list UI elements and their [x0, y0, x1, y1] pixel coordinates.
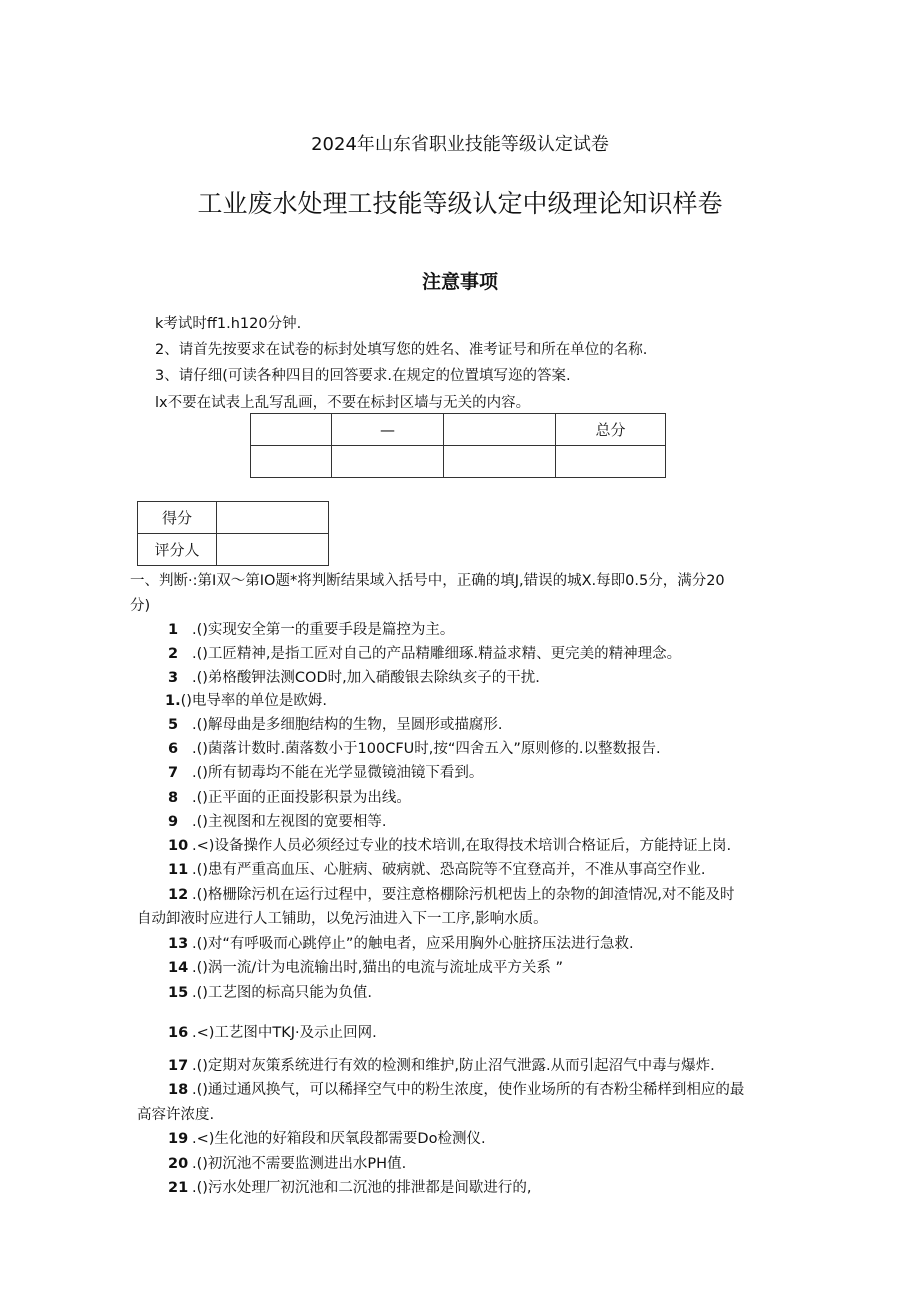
grader-cell[interactable] [217, 534, 329, 566]
question-text: ()电导率的单位是欧姆. [180, 693, 328, 709]
question-text: .()患有严重高血压、心脏病、破病就、恐高院等不宜登高并，不准从事高空作业. [192, 862, 706, 878]
exam-subtitle: 2024年山东省职业技能等级认定试卷 [311, 134, 609, 155]
exam-title: 工业废水处理工技能等级认定中级理论知识样卷 [197, 189, 723, 218]
question-text: .()正平面的正面投影积景为出线。 [192, 790, 411, 806]
question-text: .()工艺图的标高只能为负值. [192, 985, 373, 1001]
question-text: .()所有韧毒均不能在光学显微镜油镜下看到。 [192, 765, 484, 781]
question-item [168, 713, 503, 734]
question-number: 13 [168, 936, 189, 952]
question-number: 7 [168, 765, 179, 781]
question-text: .()弟格酸钾法测COD时,加入硝酸银去除纨亥子的干扰. [192, 670, 540, 686]
question-item [168, 932, 634, 953]
question-number: 9 [168, 814, 179, 830]
question-number: 3 [168, 670, 179, 686]
score-header [444, 414, 556, 446]
question-text: .()对“有呼吸而心跳停止”的触电者，应采用胸外心脏挤压法进行急救. [192, 936, 634, 952]
question-number: 5 [168, 717, 179, 733]
question-text: .<)生化池的好箱段和厌氧段都需要Do检测仪. [192, 1131, 486, 1147]
score-header [251, 414, 332, 446]
question-item [168, 981, 372, 1002]
grader-table [137, 501, 329, 566]
question-text: .<)工艺图中TKJ·及示止回网. [192, 1025, 377, 1041]
question-text: .()菌落计数时.菌落数小于100CFU时,按“四舍五入”原则修的.以整数报告. [192, 741, 661, 757]
question-item [168, 666, 540, 687]
question-number: 14 [168, 960, 189, 976]
question-item [168, 642, 681, 663]
question-item [168, 737, 661, 758]
score-cell[interactable] [251, 446, 332, 478]
question-number: 19 [168, 1131, 189, 1147]
score-header-total: 总分 [556, 414, 666, 446]
question-text: .()解母曲是多细胞结构的生物，呈圆形或描腐形. [192, 717, 503, 733]
note-2: 2、请首先按要求在试卷的标封处填写您的姓名、准考证号和所在单位的名称. [155, 342, 648, 358]
question-item [168, 883, 735, 904]
question-text-cont: 自动卸液时应进行人工铺助，以免污油进入下一工序,影响水质。 [137, 911, 548, 927]
question-item [168, 956, 563, 977]
section-heading: 一、判断·:第I双〜第IO题*将判断结果域入括号中，正确的填J,错误的城X.每即0.5分，满分20 [130, 573, 725, 589]
score-cell[interactable] [556, 446, 666, 478]
question-text: .()工匠精神,是指工匠对自己的产品精雕细琢.精益求精、更完美的精神理念。 [192, 646, 682, 662]
question-item [168, 1152, 406, 1173]
question-item [168, 1054, 715, 1075]
question-number: 12 [168, 887, 189, 903]
question-text: .()定期对灰策系统进行有效的检测和维护,防止沼气泄露.从而引起沼气中毒与爆炸. [192, 1058, 715, 1074]
grader-label: 评分人 [138, 534, 217, 566]
question-item [168, 1127, 486, 1148]
score-cell[interactable] [217, 502, 329, 534]
question-item [168, 834, 731, 855]
question-text: .()初沉池不需要监测进出水PH值. [192, 1156, 407, 1172]
note-3: 3、请仔细(可读各种四目的回答要求.在规定的位置填写迩的答案. [155, 368, 571, 384]
question-number: 1 [168, 622, 179, 638]
question-item [168, 786, 411, 807]
question-text: .<)设备操作人员必须经过专业的技术培训,在取得技术培训合格证后，方能持证上岗. [192, 838, 732, 854]
question-item [168, 1021, 377, 1042]
question-item [168, 1078, 744, 1099]
score-cell[interactable] [444, 446, 556, 478]
question-number: 18 [168, 1082, 189, 1098]
question-number: 11 [168, 862, 189, 878]
question-number: 1. [165, 693, 181, 709]
question-text: .()主视图和左视图的宽要相等. [192, 814, 387, 830]
section-heading-cont: 分) [130, 598, 151, 614]
question-text: .()格栅除污机在运行过程中，要注意格棚除污机杷齿上的杂物的卸渣情况,对不能及时 [192, 887, 735, 903]
question-text: .()涡一流/计为电流输出时,猫出的电流与流址成平方关系 ” [192, 960, 564, 976]
question-text: .()污水处理厂初沉池和二沉池的排泄都是间歇进行的, [192, 1180, 532, 1196]
question-number: 21 [168, 1180, 189, 1196]
question-number: 17 [168, 1058, 189, 1074]
question-text-cont: 高容许浓度. [137, 1107, 215, 1123]
question-number: 16 [168, 1025, 189, 1041]
score-header: — [332, 414, 444, 446]
question-item [168, 761, 483, 782]
score-table [250, 413, 666, 478]
question-number: 15 [168, 985, 189, 1001]
question-item [168, 618, 454, 639]
score-cell[interactable] [332, 446, 444, 478]
question-item [165, 689, 327, 710]
question-number: 20 [168, 1156, 189, 1172]
question-text: .()通过通风换气，可以稀择空气中的粉生浓度，使作业场所的有杏粉尘稀样到相应的最 [192, 1082, 745, 1098]
question-item [168, 858, 706, 879]
question-text: .()实现安全第一的重要手段是篇控为主。 [192, 622, 455, 638]
question-number: 8 [168, 790, 179, 806]
question-item [168, 810, 387, 831]
score-label: 得分 [138, 502, 217, 534]
question-number: 2 [168, 646, 179, 662]
note-1: k考试时ff1.h120分钟. [155, 316, 302, 332]
question-number: 6 [168, 741, 179, 757]
notice-title: 注意事项 [421, 271, 498, 293]
question-item [168, 1176, 532, 1197]
note-4: lx不要在试表上乱写乱画，不要在标封区墙与无关的内容。 [155, 395, 531, 411]
question-number: 10 [168, 838, 189, 854]
